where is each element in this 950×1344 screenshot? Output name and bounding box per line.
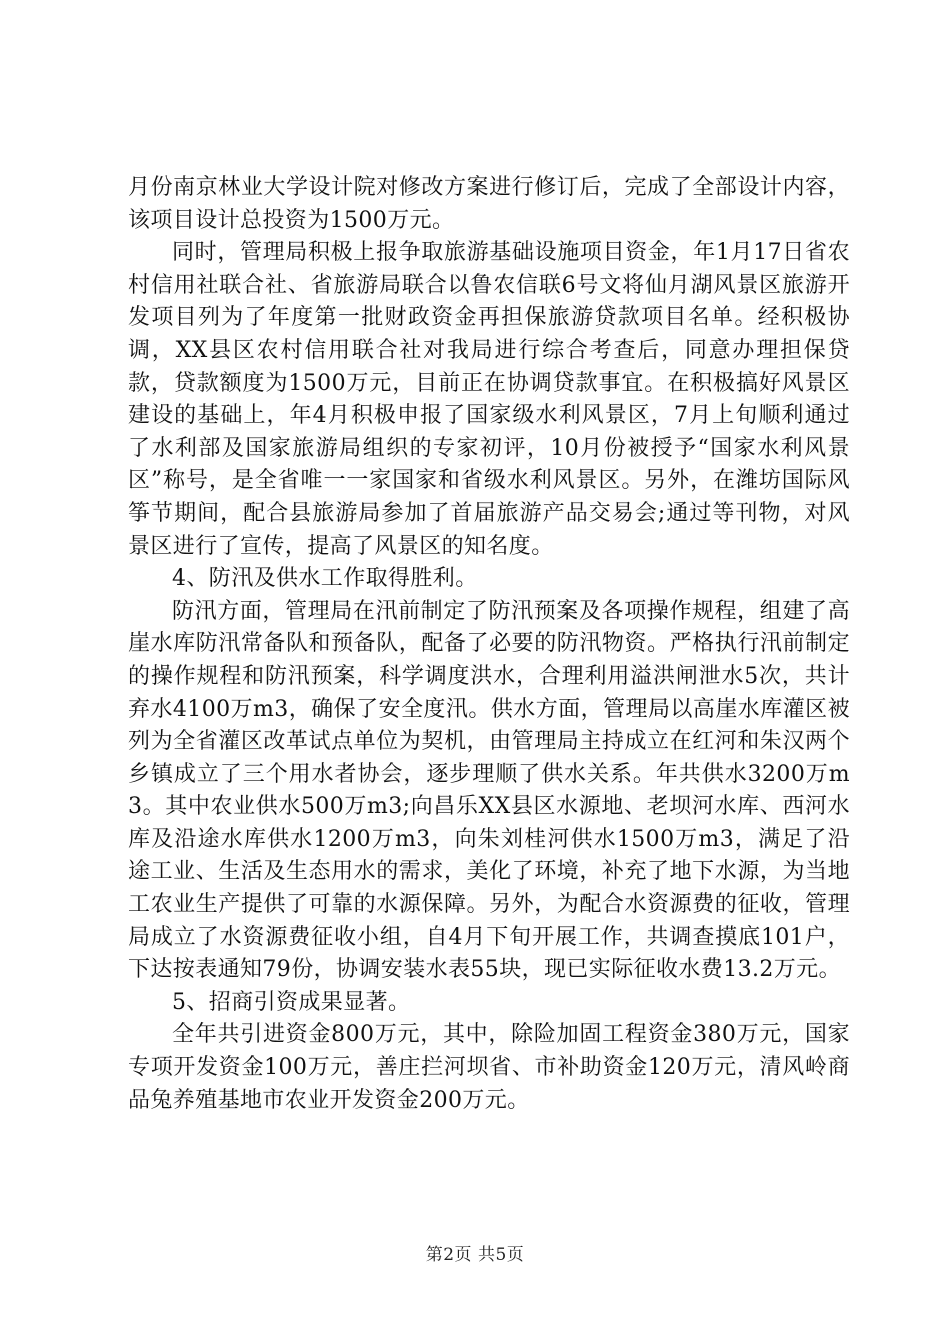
section-heading-investment: 5、招商引资成果显著。 [172, 989, 411, 1015]
section-heading-flood-control: 4、防汛及供水工作取得胜利。 [172, 566, 478, 592]
paragraph-continuation: 月份南京林业大学设计院对修改方案进行修订后，完成了全部设计内容，该项目设计总投资为1500万元。 [128, 175, 850, 233]
page-number-footer: 第2页 共5页 [425, 1245, 525, 1265]
paragraph-flood-water-supply: 防汛方面，管理局在汛前制定了防汛预案及各项操作规程，组建了高崖水库防汛常备队和预备队，配备了必要的防汛物资。严格执行汛前制定的操作规程和防汛预案，科学调度洪水，合理利用溢洪闸泄水5次，共计弃水4100万m3，确保了安全度汛。供水方面，管理局以高崖水库灌区被列为全省灌区改革试点单位为契机，由管理局主持成立在红河和朱汉两个乡镇成立了三个用水者协会，逐步理顺了供水关系。年共供水3200万m3。其中农业供水500万m3;向昌乐XX县区水源地、老坝河水库、西河水库及沿途水库供水1200万m3，向朱刘桂河供水1500万m3，满足了沿途工业、生活及生态用水的需求，美化了环境，补充了地下水源，为当地工农业生产提供了可靠的水源保障。另外，为配合水资源费的征收，管理局成立了水资源费征收小组，自4月下旬开展工作，共调查摸底101户，下达按表通知79份，协调安装水表55块，现已实际征收水费13.2万元。 [128, 598, 850, 983]
paragraph-tourism-funding: 同时，管理局积极上报争取旅游基础设施项目资金，年1月17日省农村信用社联合社、省旅游局联合以鲁农信联6号文将仙月湖风景区旅游开发项目列为了年度第一批财政资金再担保旅游贷款项目名单。经积极协调，XX县区农村信用联合社对我局进行综合考查后，同意办理担保贷款，贷款额度为1500万元，目前正在协调贷款事宜。在积极搞好风景区建设的基础上，年4月积极申报了国家级水利风景区，7月上旬顺利通过了水利部及国家旅游局组织的专家初评，10月份被授予“国家水利风景区”称号，是全省唯一一家国家和省级水利风景区。另外，在潍坊国际风筝节期间，配合县旅游局参加了首届旅游产品交易会;通过等刊物，对风景区进行了宣传，提高了风景区的知名度。 [128, 240, 850, 559]
document-body [128, 172, 850, 1117]
paragraph-investment: 全年共引进资金800万元，其中，除险加固工程资金380万元，国家专项开发资金100万元，善庄拦河坝省、市补助资金120万元，清风岭商品兔养殖基地市农业开发资金200万元。 [128, 1022, 850, 1113]
